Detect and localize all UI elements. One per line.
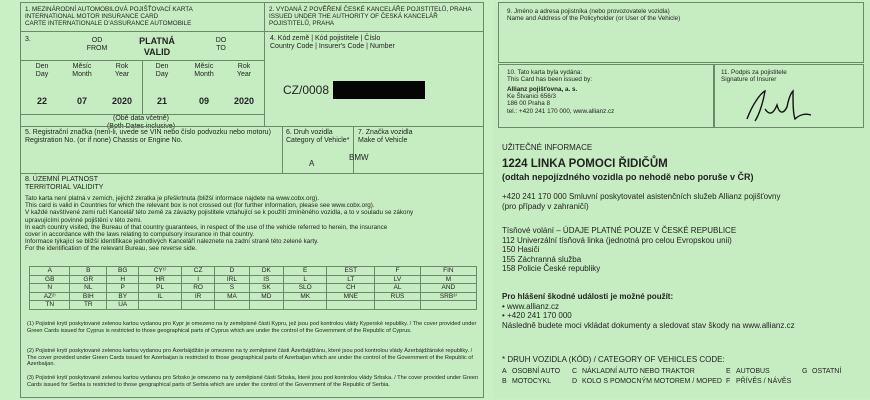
footnote-3: (3) Pojistné krytí poskytované zelenou kartou vydanou pro Srbsko je omezeno na ty zeměpisné části Srbska, které jsou pod kontrolou vlády Srbska. / The cover provided under Green Cards issued for Serbia is restricted to those geographical parts of Serbia which are under the control of the Government of the Republic of Serbia. [27,375,479,388]
country-cell: HR [139,275,182,284]
country-cell: AL [375,284,421,293]
country-cell: MD [249,292,283,301]
valid-label: PLATNÁ VALID [139,36,175,57]
green-card-front: 1. MEZINÁRODNÍ AUTOMOBILOVÁ POJIŠŤOVACÍ KARTA INTERNATIONAL MOTOR INSURANCE CARD CARTE INTERNATIONALE D'ASSURANCE AUTOMOBILE 2. VYDANÁ Z POVĚŘENÍ ČESKÉ KANCELÁŘE POJISTITELŮ, PRAHA ISSUED UNDER THE AUTHORITY OF ČESKÁ KANCELÁŘ POJISTITELŮ, PRAHA 3. OD FROM PLATNÁ VALID DO TO Den Day Měsíc Month Rok Year Den Day Měsíc Month Rok Year 22 07 2020 21 09 2020 (Obě data včetně) (Both Dates inclusive) 4. Kód země | Kód pojistitele | Číslo Country Code | Insurer's Code | Number CZ/0008 5. Registrační značka (není-li, uvede se VIN nebo číslo podvozku nebo motoru) Registration No. (or if none) Chassis or Engine No. 6. Druh vozidla Category of Vehicle* A 7. Značka vozidla Make of Vehicle BMW 8. ÚZEMNÍ PLATNOST TERRITORIAL VALIDITY Tato karta není platná v zemích, jejichž zkratka je přeškrtnuta (bližší informace najdete na www.cobx.org). This card is valid in Countries for which the relevant box is not crossed out (for further information, please see www.cobx.org). V každé navštívené zemi ručí Kancelář této země za závazky pojistitele vztahující se k použití zmíněného vozidla, a to v souladu se zákony upravujícími povinné pojištění v této zemi. In each country visited, the Bureau of that country guarantees, in respect of the use of the vehicle referred to herein, the insurance cover in accordance with the laws relating to compulsory insurance in that country. Informace týkající se bližší identifikace jednotlivých Kanceláří naleznete na zadní straně této zelené karty. For the identification of the relevant Bureau, see reverse side. A B BG CY¹⁾ CZ D DK E EST F FIN GB GR H HR I IRL IS L LT LV M N NL P PL RO S SK SLO CH AL AND AZ²⁾ BIH BY IL IR MA MD MK MNE RUS SRB³⁾ TN TR UA (1) Pojistné krytí poskytované zelenou kartou vydanou pro Kypr je omezeno na ty zeměpisné části Kypru, jež jsou pod kontrolou vlády Kyperské republiky. / The cover provided under Green Cards issued for Cyprus is restricted to those geographical parts of Cyprus which are under the control of the Government of the Republic of Cyprus. (2) Pojistné krytí poskytované zelenou kartou vydanou pro Ázerbájdžán je omezeno na ty zeměpisné části Ázerbájdžánu, které jsou pod kontrolou vlády Ázerbájdžánské republiky. / The cover provided under Green Cards issued for Azerbaijan is restricted to those geographical parts of Azerbaijan which are under the control of the Government of the Republic of Azerbaijan. (3) Pojistné krytí poskytované zelenou kartou vydanou pro Srbsko je omezeno na ty zeměpisné části Srbska, které jsou pod kontrolou vlády Srbska. / The cover provided under Green Cards issued for Serbia is restricted to those geographical parts of Serbia which are under the control of the Government of the Republic of Serbia. [20,2,484,398]
country-row [30,292,477,301]
country-cell: BY [107,292,139,301]
insurer-signature [735,85,855,125]
country-cell: GR [70,275,107,284]
country-cell: IL [139,292,182,301]
country-cell [249,301,283,310]
section-9-box [498,2,864,63]
vehicle-category: A [309,159,315,168]
card-number: CZ/0008 [283,83,330,97]
country-cell: UA [107,301,139,310]
country-cell: DK [249,267,283,276]
country-cell [284,301,327,310]
country-cell: IRL [215,275,249,284]
country-cell [181,301,214,310]
country-cell: EST [327,267,375,276]
territorial-validity-text: Tato karta není platná v zemích, jejichž zkratka je přeškrtnuta (bližší informace najdete na www.cobx.org). This card is valid in Countries for which the relevant box is not crossed out (for further information, please see www.cobx.org). V každé navštívené zemi ručí Kancelář této země za závazky pojistitele vztahující se k použití zmíněného vozidla, a to v souladu se zákony upravujícími povinné pojištění v této zemi. In each country visited, the Bureau of that country guarantees, in respect of the use of the vehicle referred to herein, the insurance cover in accordance with the laws relating to compulsory insurance in that country. Informace týkající se bližší identifikace jednotlivých Kanceláří naleznete na zadní straně této zelené karty. For the identification of the relevant Bureau, see reverse side. [25,195,414,253]
section-4-title: 4. Kód země | Kód pojistitele | Číslo Country Code | Insurer's Code | Number [270,35,395,50]
country-cell: S [215,284,249,293]
section-2-title: 2. VYDANÁ Z POVĚŘENÍ ČESKÉ KANCELÁŘE POJISTITELŮ, PRAHA ISSUED UNDER THE AUTHORITY OF ČESKÁ KANCELÁŘ POJISTITELŮ, PRAHA [269,6,472,28]
country-cell: CZ [181,267,214,276]
country-cell: IR [181,292,214,301]
footnote-2: (2) Pojistné krytí poskytované zelenou kartou vydanou pro Ázerbájdžán je omezeno na ty zeměpisné části Ázerbájdžánu, které jsou pod kontrolou vlády Ázerbájdžánské republiky. / The cover provided under Green Cards issued for Azerbaijan is restricted to those geographical parts of Azerbaijan which are under the control of the Government of the Republic of Azerbaijan. [27,348,473,368]
from-day: 22 [36,96,47,106]
hotline-subtitle: (odtah nepojízdného vozidla po nehodě nebo poruše v ČR) [502,172,754,182]
from-year: 2020 [111,96,133,106]
country-cell: F [375,267,421,276]
to-year: 2020 [233,96,255,106]
country-cell: E [284,267,327,276]
section-10-title: 10. Tato karta byla vydána: This Card has been issued by: [507,69,593,84]
country-grid [29,266,477,310]
green-card-back [494,2,870,398]
country-row [30,267,477,276]
section-3-label: 3. [25,36,31,43]
both-dates-inclusive: (Obě data včetně) (Both Dates inclusive) [106,115,176,130]
country-cell: MNE [327,292,375,301]
country-cell: MA [215,292,249,301]
issuer-address: Allianz pojišťovna, a. s. Ke Štvanici 656/3 186 00 Praha 8 tel.: +420 241 170 000, www.allianz.cz [507,86,615,115]
country-cell: SRB³⁾ [420,292,476,301]
assistance-line: +420 241 170 000 Smluvní poskytovatel asistenčních služeb Allianz pojišťovny (pro případy v zahraničí) [502,192,781,211]
country-cell [375,301,421,310]
section-11-title: 11. Podpis za pojistitele Signature of Insurer [721,69,787,84]
country-cell: SLO [284,284,327,293]
country-cell: H [107,275,139,284]
country-cell: BG [107,267,139,276]
country-cell: LT [327,275,375,284]
country-cell: L [284,275,327,284]
country-cell: LV [375,275,421,284]
section-6-title: 6. Druh vozidla Category of Vehicle* [286,129,350,144]
country-cell: PL [139,284,182,293]
hotline-title: 1224 LINKA POMOCI ŘIDIČŮM [502,158,668,170]
country-cell: CY¹⁾ [139,267,182,276]
country-cell: A [30,267,70,276]
redacted-number [333,81,425,99]
section-5-title: 5. Registrační značka (není-li, uvede se VIN nebo číslo podvozku nebo motoru) Registration No. (or if none) Chassis or Engine No. [25,129,271,144]
country-cell: RO [181,284,214,293]
claim-report-block: Pro hlášení škodné události je možné použít: • www.allianz.cz • +420 241 170 000 Následně budete moci vkládat dokumenty a sledovat stav škody na www.allianz.cz [502,292,795,330]
country-cell [327,301,375,310]
country-cell: P [107,284,139,293]
vehicle-make: BMW [349,153,369,162]
from-label: OD FROM [86,37,108,52]
country-row [30,284,477,293]
from-month: 07 [76,96,87,106]
section-7-title: 7. Značka vozidla Make of Vehicle [358,129,413,144]
to-day: 21 [156,96,167,106]
to-month: 09 [198,96,209,106]
vehicle-category-legend-title: * DRUH VOZIDLA (KÓD) / CATEGORY OF VEHICLES CODE: [502,355,725,364]
country-cell: TR [70,301,107,310]
useful-info-heading: UŽITEČNÉ INFORMACE [502,143,593,152]
vehicle-category-legend: A OSOBNÍ AUTO C NÁKLADNÍ AUTO NEBO TRAKTOR E AUTOBUS G OSTATNÍ B MOTOCYKL D KOLO S POMOCNÝM MOTOREM / MOPED F PŘÍVĚS / NÁVĚS [502,368,842,385]
section-8-title: 8. ÚZEMNÍ PLATNOST TERRITORIAL VALIDITY [25,176,104,191]
to-label: DO TO [215,37,227,52]
country-cell: FIN [420,267,476,276]
country-cell: IS [249,275,283,284]
emergency-block: Tísňové volání – ÚDAJE PLATNÉ POUZE V ČESKÉ REPUBLICE 112 Univerzální tísňová linka (jednotná pro celou Evropskou unii) 150 Hasiči 155 Záchranná služba 158 Policie České republiky [502,226,737,273]
country-cell: MK [284,292,327,301]
country-cell: I [181,275,214,284]
section-1-title: 1. MEZINÁRODNÍ AUTOMOBILOVÁ POJIŠŤOVACÍ KARTA INTERNATIONAL MOTOR INSURANCE CARD CARTE INTERNATIONALE D'ASSURANCE AUTOMOBILE [25,6,193,28]
country-row [30,275,477,284]
country-cell [420,301,476,310]
country-cell: CH [327,284,375,293]
country-cell: B [70,267,107,276]
country-cell: TN [30,301,70,310]
country-cell: AZ²⁾ [30,292,70,301]
country-row [30,301,477,310]
section-11-box [714,64,864,128]
country-cell: M [420,275,476,284]
country-cell: GB [30,275,70,284]
section-9-title: 9. Jméno a adresa pojistníka (nebo provozovatele vozidla) Name and Address of the Policyholder (or User of the Vehicle) [507,8,681,23]
country-cell: NL [70,284,107,293]
country-cell: SK [249,284,283,293]
country-cell: BIH [70,292,107,301]
country-cell [139,301,182,310]
country-cell: D [215,267,249,276]
footnote-1: (1) Pojistné krytí poskytované zelenou kartou vydanou pro Kypr je omezeno na ty zeměpisné části Kypru, jež jsou pod kontrolou vlády Kyperské republiky. / The cover provided under Green Cards issued for Cyprus is restricted to those geographical parts of Cyprus which are under the control of the Government of the Republic of Cyprus. [27,321,477,334]
country-cell: N [30,284,70,293]
country-cell [215,301,249,310]
country-cell: AND [420,284,476,293]
country-cell: RUS [375,292,421,301]
section-10-box [498,64,714,128]
